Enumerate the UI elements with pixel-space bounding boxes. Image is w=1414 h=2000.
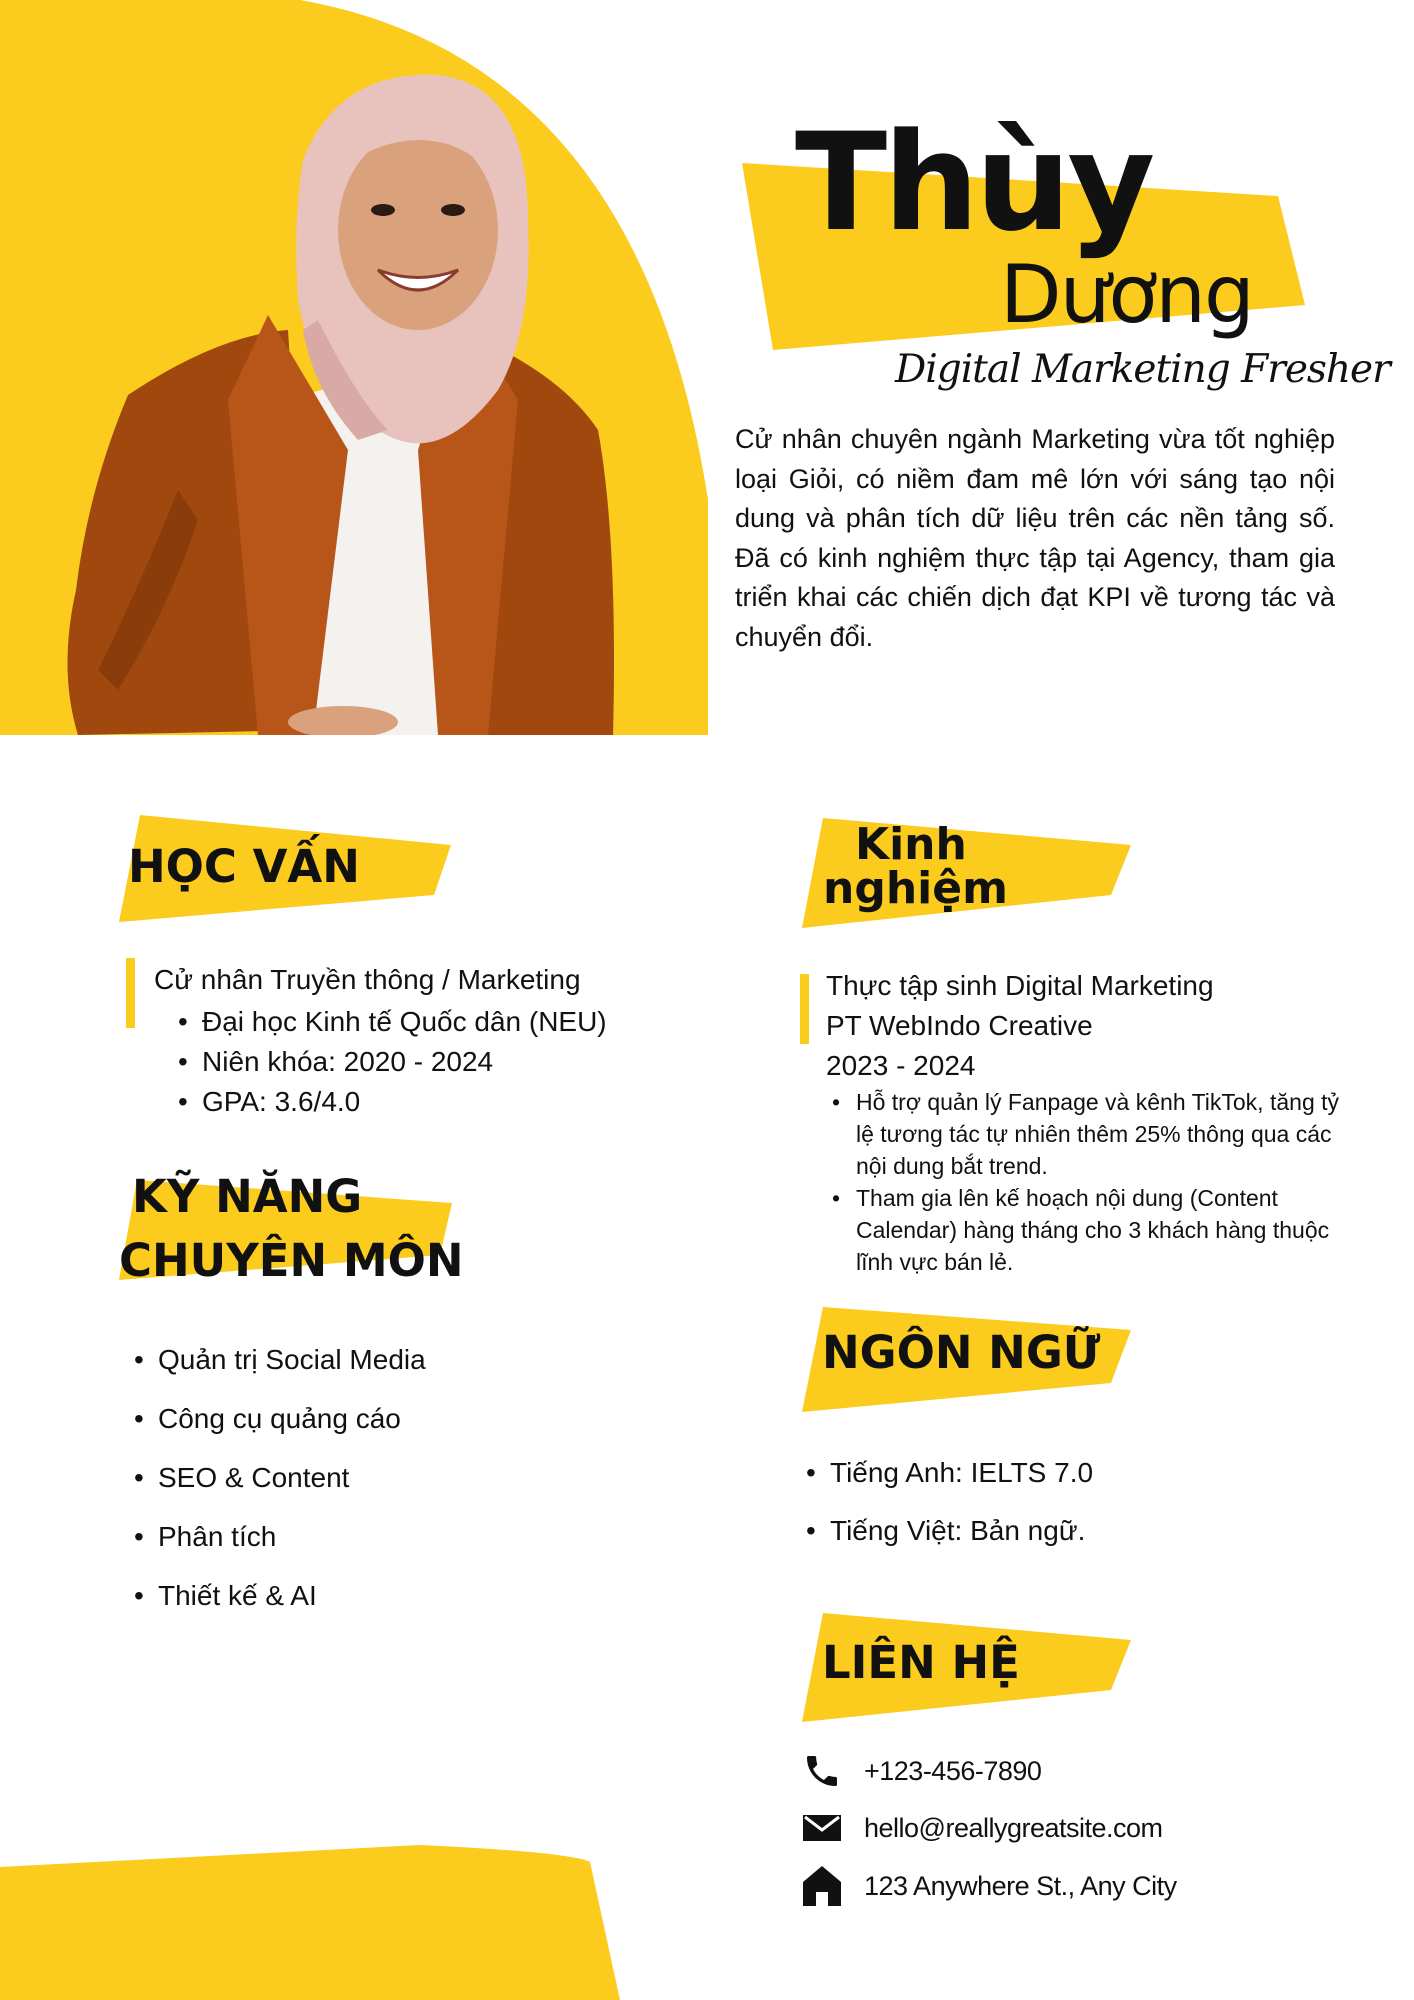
bottom-left-yellow-shape bbox=[0, 1845, 620, 2000]
language-list bbox=[806, 1444, 1093, 1560]
skills-heading-line2: CHUYÊN MÔN bbox=[119, 1234, 464, 1287]
education-item: • Niên khóa: 2020 - 2024 bbox=[178, 1042, 607, 1082]
experience-period: 2023 - 2024 bbox=[826, 1050, 976, 1081]
skill-item: • SEO & Content bbox=[134, 1448, 426, 1507]
first-name: Thùy bbox=[795, 104, 1152, 261]
experience-heading-line2: nghiệm bbox=[823, 863, 1008, 914]
contact-phone[interactable]: +123-456-7890 bbox=[864, 1755, 1042, 1786]
experience-bullet: • Tham gia lên kế hoạch nội dung (Content Calendar) hàng tháng cho 3 khách hàng thuộc lĩnh vực bán lẻ. bbox=[832, 1182, 1362, 1278]
education-item: • Đại học Kinh tế Quốc dân (NEU) bbox=[178, 1002, 607, 1042]
contact-address: 123 Anywhere St., Any City bbox=[864, 1870, 1177, 1901]
home-icon bbox=[800, 1864, 844, 1908]
education-item: • GPA: 3.6/4.0 bbox=[178, 1082, 607, 1122]
contact-heading: LIÊN HỆ bbox=[822, 1636, 1020, 1689]
contact-email-row[interactable] bbox=[800, 1806, 1163, 1850]
skill-item: • Quản trị Social Media bbox=[134, 1330, 426, 1389]
contact-address-row bbox=[800, 1864, 1177, 1908]
contact-phone-row[interactable] bbox=[800, 1749, 1041, 1793]
skill-item: • Phân tích bbox=[134, 1507, 426, 1566]
language-item: • Tiếng Anh: IELTS 7.0 bbox=[806, 1444, 1093, 1502]
skills-heading-line1: KỸ NĂNG bbox=[132, 1170, 363, 1223]
education-list bbox=[178, 1002, 607, 1122]
education-accent-bar bbox=[126, 958, 135, 1028]
mail-icon bbox=[800, 1806, 844, 1850]
experience-title: Thực tập sinh Digital Marketing bbox=[826, 970, 1214, 1001]
profile-summary: Cử nhân chuyên ngành Marketing vừa tốt nghiệp loại Giỏi, có niềm đam mê lớn với sáng tạo nội dung và phân tích dữ liệu trên các nền tảng số. Đã có kinh nghiệm thực tập tại Agency, tham gia triển khai các chiến dịch đạt KPI về tương tác và chuyển đổi. bbox=[735, 424, 1335, 652]
experience-bullet: • Hỗ trợ quản lý Fanpage và kênh TikTok, tăng tỷ lệ tương tác tự nhiên thêm 25% thông qua các nội dung bắt trend. bbox=[832, 1086, 1362, 1182]
experience-accent-bar bbox=[800, 974, 809, 1044]
portrait-photo bbox=[58, 70, 618, 735]
education-degree: Cử nhân Truyền thông / Marketing bbox=[154, 964, 581, 995]
experience-heading-line1: Kinh bbox=[855, 819, 967, 870]
experience-bullets bbox=[832, 1086, 1362, 1278]
contact-email[interactable]: hello@reallygreatsite.com bbox=[864, 1812, 1163, 1843]
skills-list bbox=[134, 1330, 426, 1625]
language-item: • Tiếng Việt: Bản ngữ. bbox=[806, 1502, 1093, 1560]
language-heading: NGÔN NGỮ bbox=[822, 1326, 1101, 1379]
job-title: Digital Marketing Fresher bbox=[895, 347, 1390, 392]
phone-icon bbox=[800, 1749, 844, 1793]
last-name: Dương bbox=[1000, 248, 1253, 341]
skill-item: • Thiết kế & AI bbox=[134, 1566, 426, 1625]
education-heading: HỌC VẤN bbox=[128, 840, 360, 893]
skill-item: • Công cụ quảng cáo bbox=[134, 1389, 426, 1448]
experience-company: PT WebIndo Creative bbox=[826, 1010, 1093, 1041]
